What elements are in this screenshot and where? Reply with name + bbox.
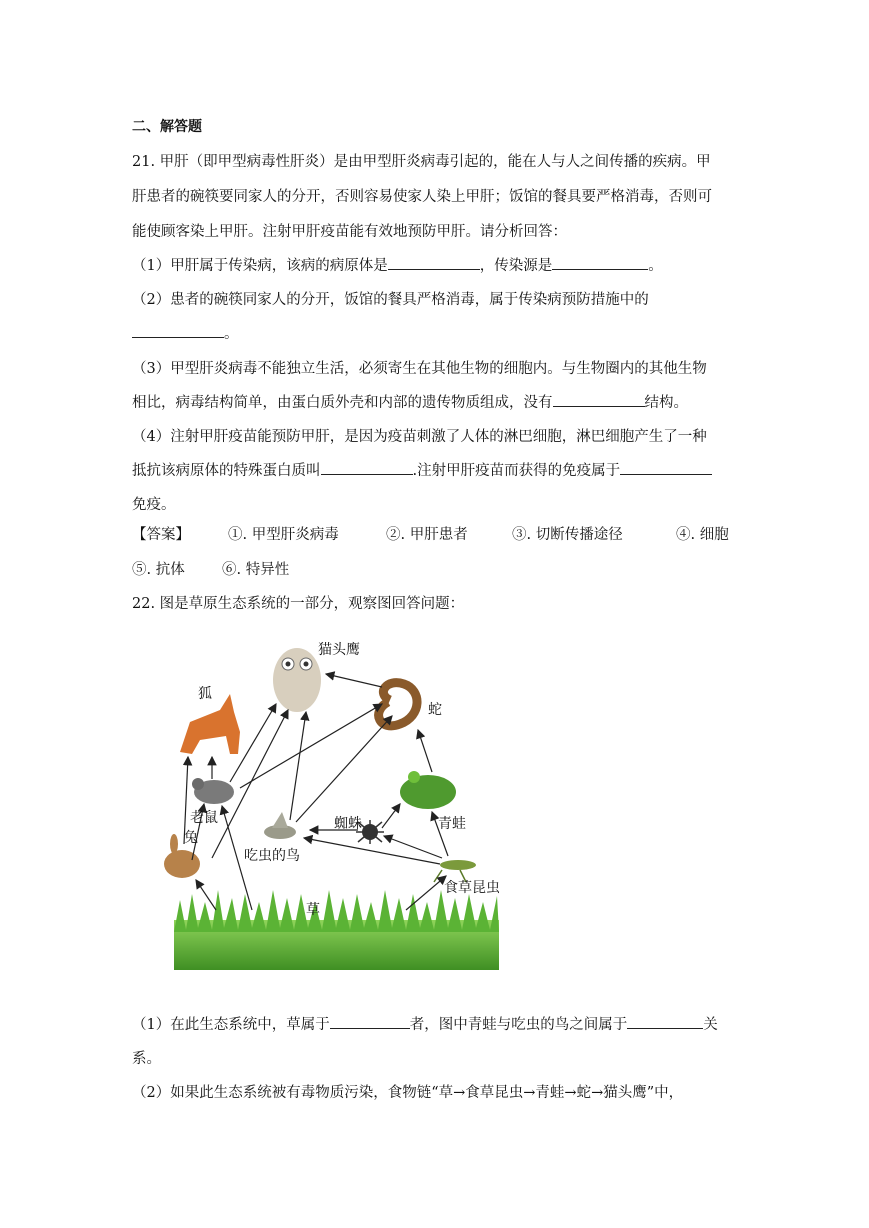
owl-image (273, 648, 321, 712)
answer-item: ⑤. 抗体 (132, 562, 185, 578)
q21-part-3-line-2: 相比，病毒结构简单，由蛋白质外壳和内部的遗传物质组成，没有 结构。 (132, 391, 688, 412)
q22-part-2: （2）如果此生态系统被有毒物质污染，食物链“草→食草昆虫→青蛙→蛇→猫头鹰”中， (132, 1085, 684, 1101)
answer-blank[interactable] (388, 255, 480, 270)
answer-blank[interactable] (321, 460, 413, 475)
answer-item: ②. 甲肝患者 (386, 527, 468, 543)
q21-stem-line-1: 21. 甲肝（即甲型病毒性肝炎）是由甲型肝炎病毒引起的，能在人与人之间传播的疾病。甲 (132, 154, 711, 170)
answer-item: ③. 切断传播途径 (512, 527, 623, 543)
grass-image (174, 890, 499, 970)
answer-item: ④. 细胞 (676, 527, 729, 543)
q22-part-1-cont: 系。 (132, 1051, 161, 1067)
snake-label: 蛇 (428, 702, 442, 718)
answer-item: ①. 甲型肝炎病毒 (228, 527, 339, 543)
insect-label: 食草昆虫 (444, 880, 500, 896)
bird-label: 吃虫的鸟 (244, 848, 300, 864)
rabbit-label: 兔 (184, 830, 198, 846)
q21-part-4-line-3: 免疫。 (132, 497, 176, 513)
answer-blank[interactable] (620, 460, 712, 475)
grass-label: 草 (306, 902, 320, 918)
frog-label: 青蛙 (438, 816, 466, 832)
fox-label: 狐 (198, 686, 212, 702)
answer-item: ⑥. 特异性 (222, 562, 290, 578)
q21-stem-line-2: 肝患者的碗筷要同家人的分开，否则容易使家人染上甲肝；饭馆的餐具要严格消毒，否则可 (132, 189, 712, 205)
answer-blank[interactable] (330, 1014, 410, 1029)
answer-blank[interactable] (627, 1014, 703, 1029)
answer-blank[interactable] (552, 255, 648, 270)
q21-part-4-line-2: 抵抗该病原体的特殊蛋白质叫 .注射甲肝疫苗而获得的免疫属于 (132, 459, 712, 480)
answer-blank[interactable] (132, 323, 224, 338)
answer-blank[interactable] (553, 392, 645, 407)
bird-image (264, 812, 296, 839)
fox-image (180, 694, 240, 754)
q21-part-4-line-1: （4）注射甲肝疫苗能预防甲肝，是因为疫苗刺激了人体的淋巴细胞，淋巴细胞产生了一种 (132, 429, 707, 445)
owl-label: 猫头鹰 (318, 642, 360, 658)
q21-stem-line-3: 能使顾客染上甲肝。注射甲肝疫苗能有效地预防甲肝。请分析回答： (132, 224, 567, 240)
q21-part-2-cont: 。 (132, 322, 239, 343)
insect-image (434, 860, 476, 882)
frog-image (400, 771, 456, 809)
q21-part-1: （1）甲肝属于传染病，该病的病原体是 ，传染源是 。 (132, 254, 663, 275)
mouse-label: 老鼠 (190, 810, 218, 826)
spider-label: 蜘蛛 (334, 816, 362, 832)
food-web-diagram (160, 632, 520, 982)
section-title: 二、解答题 (132, 119, 202, 135)
answer-label: 【答案】 (132, 527, 190, 543)
q21-part-2: （2）患者的碗筷同家人的分开，饭馆的餐具严格消毒，属于传染病预防措施中的 (132, 292, 649, 308)
q22-stem: 22. 图是草原生态系统的一部分，观察图回答问题： (132, 596, 465, 612)
q21-part-3-line-1: （3）甲型肝炎病毒不能独立生活，必须寄生在其他生物的细胞内。与生物圈内的其他生物 (132, 361, 707, 377)
q22-part-1: （1）在此生态系统中，草属于 者，图中青蛙与吃虫的鸟之间属于 关 (132, 1013, 718, 1034)
snake-image (379, 683, 417, 726)
mouse-image (192, 778, 234, 804)
